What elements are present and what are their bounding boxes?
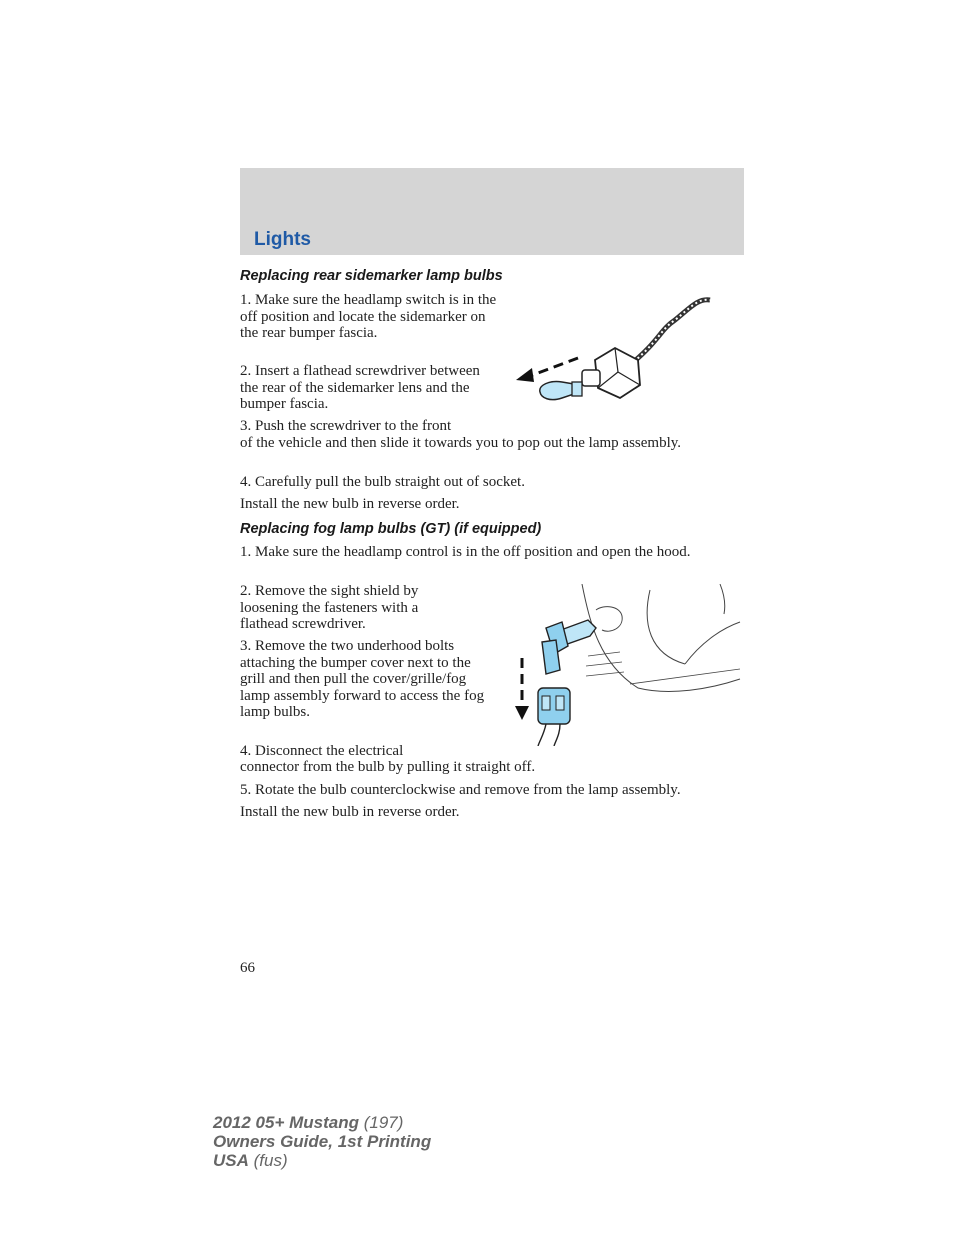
- fog-step-1: 1. Make sure the headlamp control is in the off position and open the hood.: [240, 544, 691, 560]
- sidemarker-install-note: Install the new bulb in reverse order.: [240, 496, 460, 512]
- document-footer: [213, 1113, 431, 1170]
- section-header-bar: [240, 168, 744, 255]
- fog-step-4b: connector from the bulb by pulling it straight off.: [240, 759, 536, 775]
- sidemarker-step-2: 2. Insert a flathead screwdriver between the rear of the sidemarker lens and the bumper fascia.: [240, 363, 480, 412]
- sidemarker-step-3a: 3. Push the screwdriver to the front: [240, 418, 452, 434]
- fog-install-note: Install the new bulb in reverse order.: [240, 804, 460, 820]
- fog-step-4a: 4. Disconnect the electrical: [240, 743, 404, 759]
- fog-lamp-bulb-illustration: [510, 584, 742, 746]
- page-number: 66: [240, 960, 255, 976]
- fog-step-3: 3. Remove the two underhood bolts attaching the bumper cover next to the grill and then pull the cover/grille/fog lamp assembly forward to access the fog lamp bulbs.: [240, 638, 485, 720]
- sidemarker-bulb-illustration: [510, 290, 720, 412]
- footer-line-2: Owners Guide, 1st Printing: [213, 1132, 432, 1151]
- footer-line-1: 2012 05+ Mustang (197): [213, 1113, 404, 1132]
- section-title: Lights: [254, 229, 311, 250]
- sidemarker-step-1: 1. Make sure the headlamp switch is in the off position and locate the sidemarker on the rear bumper fascia.: [240, 292, 497, 341]
- sidemarker-step-3b: of the vehicle and then slide it towards you to pop out the lamp assembly.: [240, 435, 682, 451]
- footer-line-3: USA (fus): [213, 1151, 288, 1170]
- sidemarker-step-4: 4. Carefully pull the bulb straight out of socket.: [240, 474, 525, 490]
- fog-step-5: 5. Rotate the bulb counterclockwise and remove from the lamp assembly.: [240, 782, 681, 798]
- fog-step-2: 2. Remove the sight shield by loosening the fasteners with a flathead screwdriver.: [240, 583, 419, 632]
- subheading-sidemarker: Replacing rear sidemarker lamp bulbs: [240, 268, 503, 284]
- subheading-fog-lamp: Replacing fog lamp bulbs (GT) (if equipped): [240, 521, 542, 537]
